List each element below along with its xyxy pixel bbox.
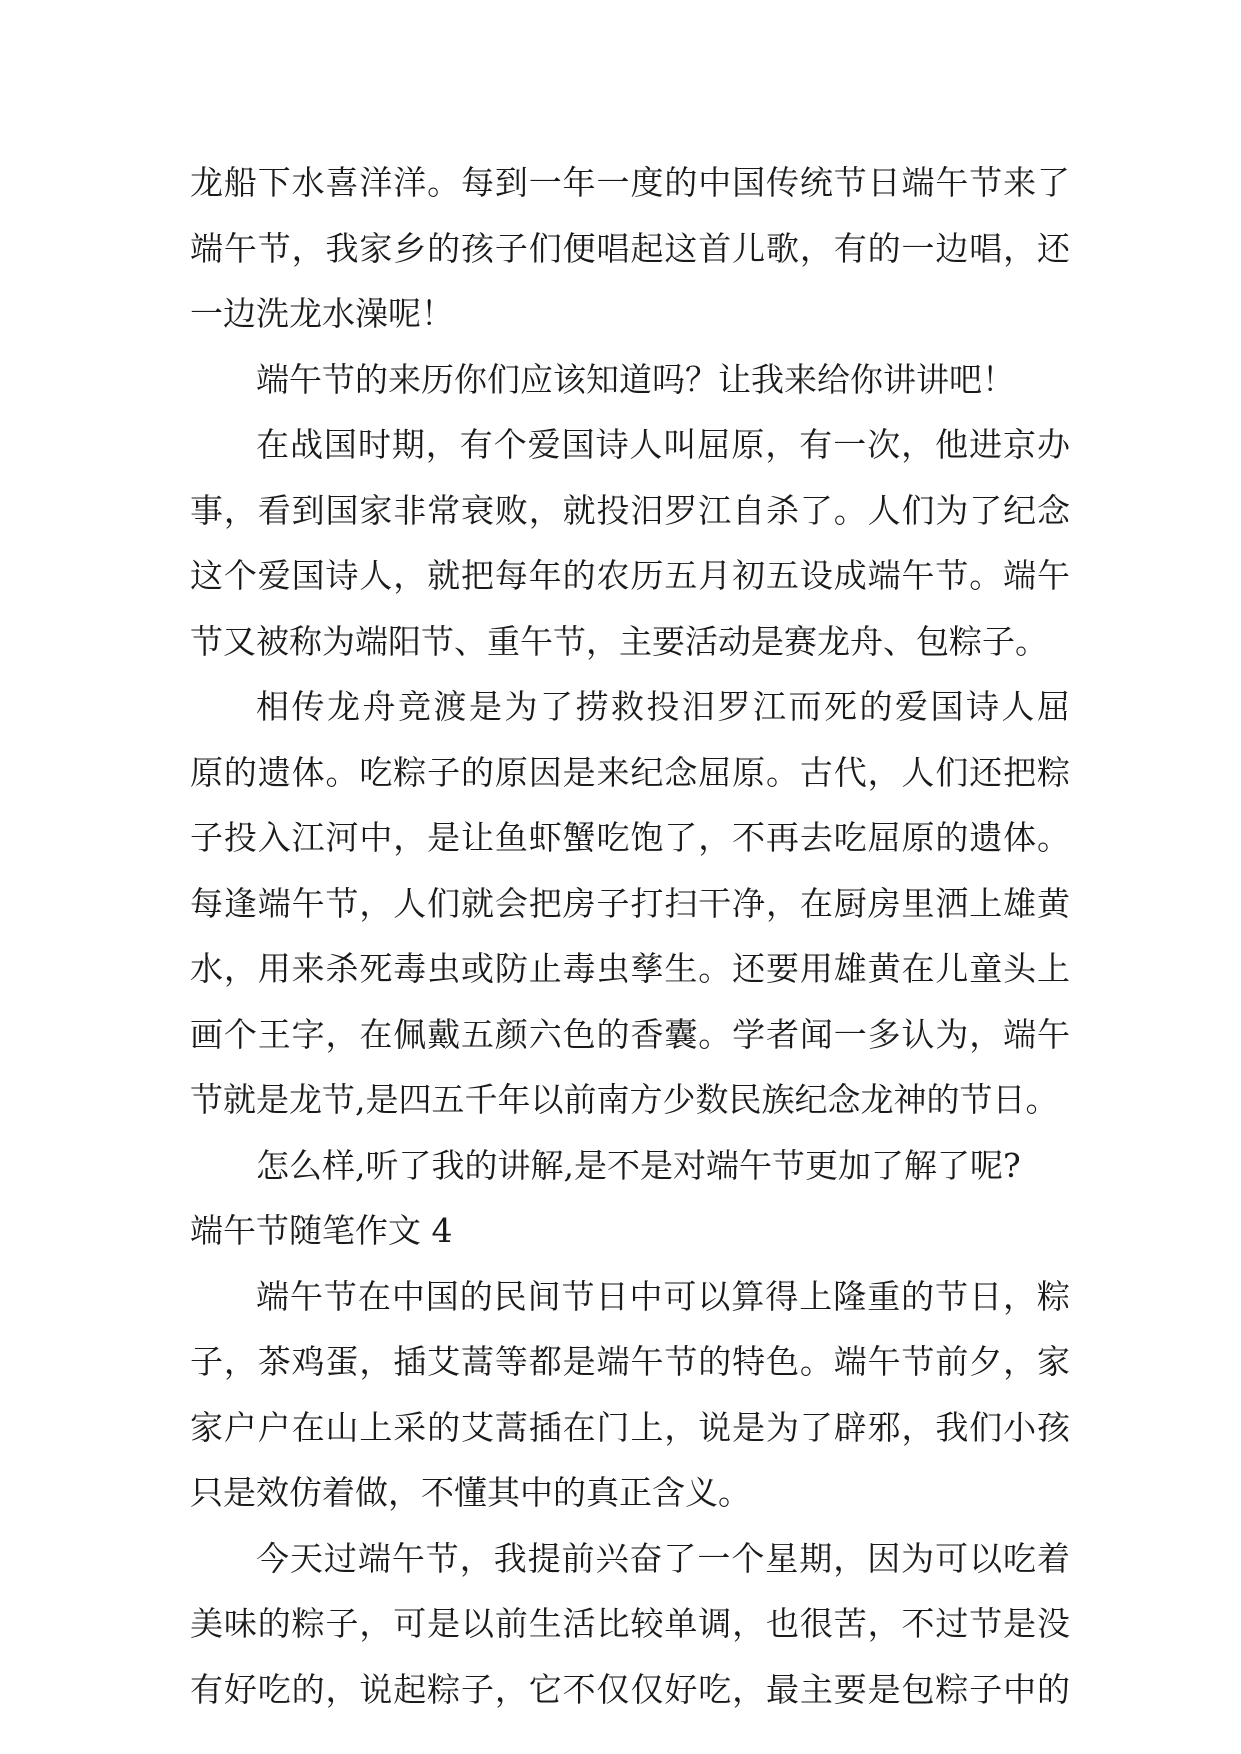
- text-line: 事，看到国家非常衰败，就投汨罗江自杀了。人们为了纪念: [190, 490, 1070, 530]
- text-line: 端午节在中国的民间节日中可以算得上隆重的节日，粽: [256, 1276, 1070, 1316]
- text-line: 端午节，我家乡的孩子们便唱起这首儿歌，有的一边唱，还: [190, 228, 1070, 268]
- text-line: 每逢端午节，人们就会把房子打扫干净，在厨房里洒上雄黄: [190, 883, 1070, 923]
- text-line: 家户户在山上采的艾蒿插在门上，说是为了辟邪，我们小孩: [190, 1407, 1070, 1447]
- text-line: 一边洗龙水澡呢！: [190, 294, 454, 333]
- text-line: 端午节的来历你们应该知道吗？让我来给你讲讲吧！: [256, 359, 1015, 399]
- document-body: [190, 150, 1070, 1722]
- text-line: 有好吃的，说起粽子，它不仅仅好吃，最主要是包粽子中的: [190, 1669, 1070, 1709]
- text-line: 节又被称为端阳节、重午节，主要活动是赛龙舟、包粽子。: [190, 621, 1048, 661]
- text-line: 这个爱国诗人，就把每年的农历五月初五设成端午节。端午: [190, 556, 1070, 595]
- text-line: 龙船下水喜洋洋。每到一年一度的中国传统节日端午节来了: [190, 163, 1070, 202]
- text-line: 美味的粽子，可是以前生活比较单调，也很苦，不过节是没: [190, 1604, 1070, 1643]
- text-line: 今天过端午节，我提前兴奋了一个星期，因为可以吃着: [256, 1538, 1070, 1578]
- text-line: 子，茶鸡蛋，插艾蒿等都是端午节的特色。端午节前夕，家: [190, 1342, 1070, 1381]
- text-line: 子投入江河中，是让鱼虾蟹吃饱了，不再去吃屈原的遗体。: [190, 818, 1070, 857]
- text-line: 原的遗体。吃粽子的原因是来纪念屈原。古代，人们还把粽: [190, 752, 1070, 792]
- text-line: 画个王字，在佩戴五颜六色的香囊。学者闻一多认为，端午: [190, 1014, 1070, 1054]
- text-line: 在战国时期，有个爱国诗人叫屈原，有一次，他进京办: [256, 425, 1070, 464]
- text-line: 只是效仿着做，不懂其中的真正含义。: [190, 1473, 751, 1512]
- section-heading: 端午节随笔作文 4: [190, 1211, 453, 1250]
- text-line: 节就是龙节,是四五千年以前南方少数民族纪念龙神的节日。: [190, 1080, 1059, 1119]
- text-line: 水，用来杀死毒虫或防止毒虫孳生。还要用雄黄在儿童头上: [190, 949, 1070, 988]
- text-line: 怎么样,听了我的讲解,是不是对端午节更加了解了呢?: [256, 1145, 1021, 1185]
- text-line: 相传龙舟竞渡是为了捞救投汨罗江而死的爱国诗人屈: [256, 687, 1070, 726]
